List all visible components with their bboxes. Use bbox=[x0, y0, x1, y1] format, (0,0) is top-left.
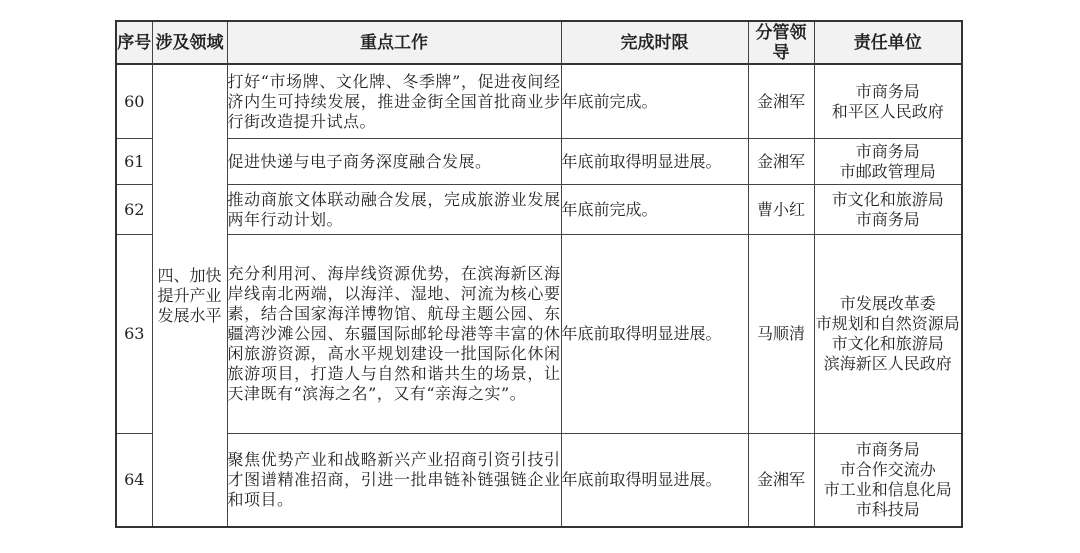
unit-line: 市发展改革委 bbox=[839, 294, 936, 314]
work-cell: 推动商旅文体联动融合发展，完成旅游业发展两年行动计划。 bbox=[227, 184, 561, 235]
work-cell: 聚焦优势产业和战略新兴产业招商引资引技引才图谱精准招商，引进一批串链补链强链企业和项目。 bbox=[227, 434, 561, 527]
deadline-cell: 年底前取得明显进展。 bbox=[561, 139, 748, 184]
key-work-table bbox=[115, 20, 963, 528]
table-row bbox=[116, 434, 962, 527]
leader-cell: 曹小红 bbox=[748, 184, 814, 235]
unit-line: 市合作交流办 bbox=[839, 460, 936, 480]
unit-cell bbox=[814, 235, 962, 434]
unit-cell bbox=[814, 434, 962, 527]
row-number: 63 bbox=[116, 235, 152, 434]
unit-cell bbox=[814, 184, 962, 235]
row-number: 62 bbox=[116, 184, 152, 235]
leader-cell: 马顺清 bbox=[748, 235, 814, 434]
work-cell: 充分利用河、海岸线资源优势，在滨海新区海岸线南北两端，以海洋、湿地、河流为核心要素，结合国家海洋博物馆、航母主题公园、东疆湾沙滩公园、东疆国际邮轮母港等丰富的休闲旅游资源，高水平规划建设一批国际化休闲旅游项目，打造人与自然和谐共生的场景，让天津既有“滨海之名”，又有“亲海之实”。 bbox=[227, 235, 561, 434]
work-cell: 打好“市场牌、文化牌、冬季牌”，促进夜间经济内生可持续发展，推进金街全国首批商业步行街改造提升试点。 bbox=[227, 64, 561, 139]
work-cell: 促进快递与电子商务深度融合发展。 bbox=[227, 139, 561, 184]
table-header bbox=[116, 21, 962, 64]
deadline-cell: 年底前完成。 bbox=[561, 184, 748, 235]
header-unit: 责任单位 bbox=[814, 21, 962, 64]
deadline-cell: 年底前取得明显进展。 bbox=[561, 235, 748, 434]
unit-line: 市文化和旅游局 bbox=[831, 189, 944, 209]
leader-cell: 金湘军 bbox=[748, 434, 814, 527]
header-work: 重点工作 bbox=[227, 21, 561, 64]
unit-line: 市规划和自然资源局 bbox=[815, 314, 960, 334]
leader-cell: 金湘军 bbox=[748, 139, 814, 184]
unit-line: 市商务局 bbox=[855, 440, 920, 460]
header-field: 涉及领域 bbox=[152, 21, 227, 64]
row-number: 60 bbox=[116, 64, 152, 139]
leader-cell: 金湘军 bbox=[748, 64, 814, 139]
table-row bbox=[116, 139, 962, 184]
row-number: 64 bbox=[116, 434, 152, 527]
row-number: 61 bbox=[116, 139, 152, 184]
unit-line: 市商务局 bbox=[855, 209, 920, 229]
unit-line: 市商务局 bbox=[855, 141, 920, 161]
table-body bbox=[116, 64, 962, 527]
table-row bbox=[116, 184, 962, 235]
table-row bbox=[116, 235, 962, 434]
unit-cell bbox=[814, 64, 962, 139]
unit-line: 市商务局 bbox=[855, 81, 920, 101]
unit-line: 滨海新区人民政府 bbox=[823, 354, 952, 374]
unit-line: 市文化和旅游局 bbox=[831, 334, 944, 354]
unit-line: 和平区人民政府 bbox=[831, 101, 944, 121]
table-row bbox=[116, 64, 962, 139]
header-leader: 分管领导 bbox=[748, 21, 814, 64]
unit-cell bbox=[814, 139, 962, 184]
field-cell: 四、加快提升产业发展水平 bbox=[152, 64, 227, 527]
unit-line: 市工业和信息化局 bbox=[823, 480, 952, 500]
header-no: 序号 bbox=[116, 21, 152, 64]
header-row bbox=[116, 21, 962, 64]
header-deadline: 完成时限 bbox=[561, 21, 748, 64]
deadline-cell: 年底前取得明显进展。 bbox=[561, 434, 748, 527]
deadline-cell: 年底前完成。 bbox=[561, 64, 748, 139]
unit-line: 市邮政管理局 bbox=[839, 161, 936, 181]
unit-line: 市科技局 bbox=[855, 500, 920, 520]
